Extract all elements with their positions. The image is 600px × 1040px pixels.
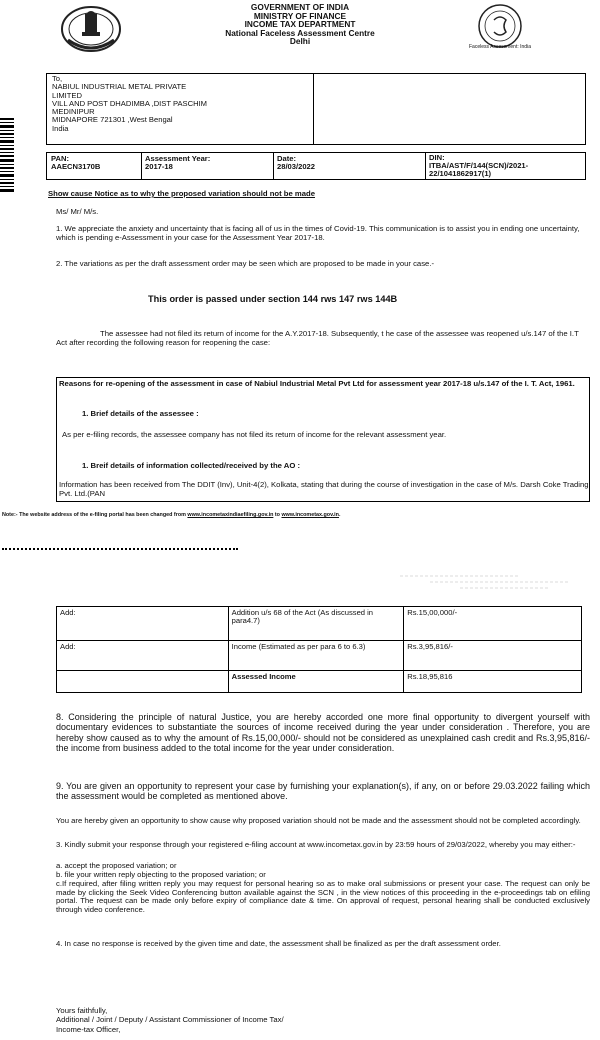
date-label: Date:: [277, 154, 296, 163]
barcode-icon: [0, 118, 14, 193]
recipient-address: [52, 75, 307, 133]
din-value: 22/1041862917(1): [429, 169, 492, 178]
paragraph-8: 8. Considering the principle of natural Justice, you are hereby accorded one more final opportunity to divergent yourself with documentary evidences to substantiate the sources of income received during the year under consideration . Therefore, you are hereby show caused as to why the amount of Rs.15,00,000/- should not be considered as unexplained cash credit and Rs.3,95,816/- the income from business added to the total income for the year under consideration.: [56, 712, 590, 753]
sign-line-1: Yours faithfully,: [56, 1006, 108, 1015]
table-row: [57, 641, 582, 671]
notice-title: Show cause Notice as to why the proposed variation should not be made: [48, 189, 315, 198]
order-section-line: This order is passed under section 144 rws 147 rws 144B: [148, 294, 398, 304]
paragraph-9: 9. You are given an opportunity to represent your case by furnishing your explanation(s), if any, on or before 29.03.2022 failing which the assessment would be completed as mentioned above.: [56, 781, 590, 802]
footer-note-prefix: Note:- The website address of the e-filing portal has been changed from: [2, 512, 188, 518]
sign-line-3: Income-tax Officer,: [56, 1024, 121, 1034]
footer-note-mid: to: [273, 512, 282, 518]
table-cell: [57, 671, 229, 693]
tax-computation-table: [56, 606, 582, 693]
address-line: India: [52, 123, 69, 133]
table-cell: Rs.3,95,816/-: [404, 641, 582, 671]
reasons-text-2: Information has been received from The DDIT (Inv), Unit-4(2), Kolkata, stating that during the course of investigation in the case of M/s. Darsh Coke Trading Pvt. Ltd.(PAN: [59, 480, 589, 498]
footer-note: [2, 512, 598, 518]
header-line-3: INCOME TAX DEPARTMENT: [244, 19, 356, 30]
sign-line-2: Additional / Joint / Deputy / Assistant Commissioner of Income Tax/: [56, 1015, 284, 1025]
faint-scan-mark: [400, 572, 570, 590]
paragraph-2: 2. The variations as per the draft assessment order may be seen which are proposed to be made in your case.-: [56, 259, 435, 268]
address-line: LIMITED: [52, 90, 82, 100]
footer-note-suffix: .: [338, 512, 341, 518]
header-line-4: National Faceless Assessment Centre: [225, 27, 375, 38]
address-line: MEDINIPUR: [52, 107, 95, 117]
new-portal-link[interactable]: www.incometax.gov.in: [281, 512, 339, 518]
table-row: [57, 671, 582, 693]
opportunity-paragraph: You are hereby given an opportunity to show cause why proposed variation should not be made and the assessment should not be completed accordingly.: [56, 816, 581, 825]
table-cell: Add:: [57, 641, 229, 671]
reasons-title: Reasons for re-opening of the assessment in case of Nabiul Industrial Metal Pvt Ltd for assessment year 2017-18 u/s.147 of the I. T. Act, 1961.: [59, 379, 575, 388]
reasons-heading-1: 1. Brief details of the assessee :: [82, 409, 199, 418]
option-b: b. file your written reply objecting to the proposed variation; or: [56, 870, 266, 879]
assessee-paragraph: The assessee had not filed its return of income for the A.Y.2017-18. Subsequently, t he case of the assessee was reopened u/s.147 of the I.T Act after recording the following reason for reopening the case:: [56, 329, 579, 347]
pan-value: AAECN3170B: [51, 162, 101, 171]
paragraph-4: 4. In case no response is received by the given time and date, the assessment shall be finalized as per the draft assessment order.: [56, 939, 501, 948]
paragraph-3: 3. Kindly submit your response through your registered e-filing account at www.incometax.gov.in by 23:59 hours of 29/03/2022, whereby you may either:-: [56, 840, 576, 849]
signature-block: [56, 1006, 284, 1034]
case-info-box: [46, 152, 586, 180]
table-cell: Assessed Income: [228, 671, 404, 693]
option-c: c.If required, after filing written reply you may request for personal hearing so as to make oral submissions or present your case. The request can only be made by clicking the Seek Video Conferencing button available against the SCN , in the view notices of this proceeding in the e-proceedings tab on efiling portal. The request can be made only before expiry of compliance date & time. On approval of request, personal hearing shall be conducted exclusively through video conference.: [56, 879, 590, 914]
date-value: 28/03/2022: [277, 162, 316, 171]
pan-label: PAN:: [51, 154, 69, 163]
salutation: Ms/ Mr/ M/s.: [56, 207, 99, 216]
page-break-divider: [2, 548, 238, 550]
address-to: To,: [52, 74, 63, 83]
table-cell: Rs.18,95,816: [404, 671, 582, 693]
table-cell: Add:: [57, 607, 229, 641]
din-label: DIN:: [429, 153, 445, 162]
reasons-text-1: As per e-filing records, the assessee company has not filed its return of income for the relevant assessment year.: [62, 430, 447, 439]
paragraph-1: 1. We appreciate the anxiety and uncertainty that is facing all of us in the times of Covid-19. This communication is to assist you in ending one uncertainty, which is pending e-Assessment in your case for the Assessment Year 2017-18.: [56, 224, 580, 242]
address-line: NABIUL INDUSTRIAL METAL PRIVATE: [52, 82, 187, 92]
address-line: MIDNAPORE 721301 ,West Bengal: [52, 115, 173, 125]
din-value: ITBA/AST/F/144(SCN)/2021-: [429, 161, 529, 170]
option-a: a. accept the proposed variation; or: [56, 861, 177, 870]
old-portal-link[interactable]: www.incometaxindiaefiling.gov.in: [187, 512, 274, 518]
header-line-1: GOVERNMENT OF INDIA: [250, 2, 350, 12]
header-line-5: Delhi: [289, 36, 311, 47]
table-row: [57, 607, 582, 641]
national-emblem-icon: [60, 4, 122, 54]
address-line: VILL AND POST DHADIMBA ,DIST PASCHIM: [52, 98, 208, 108]
letterhead: [150, 3, 450, 46]
header-line-2: MINISTRY OF FINANCE: [253, 10, 347, 21]
assessment-year-label: Assessment Year:: [145, 154, 211, 163]
assessment-year-value: 2017-18: [145, 162, 173, 171]
seal-caption: Faceless Assessment: India: [469, 44, 531, 50]
table-cell: Rs.15,00,000/-: [404, 607, 582, 641]
table-cell: Income (Estimated as per para 6 to 6.3): [228, 641, 404, 671]
table-cell: Addition u/s 68 of the Act (As discussed in para4.7): [228, 607, 404, 641]
reasons-heading-2: 1. Breif details of information collected/received by the AO :: [82, 461, 301, 470]
